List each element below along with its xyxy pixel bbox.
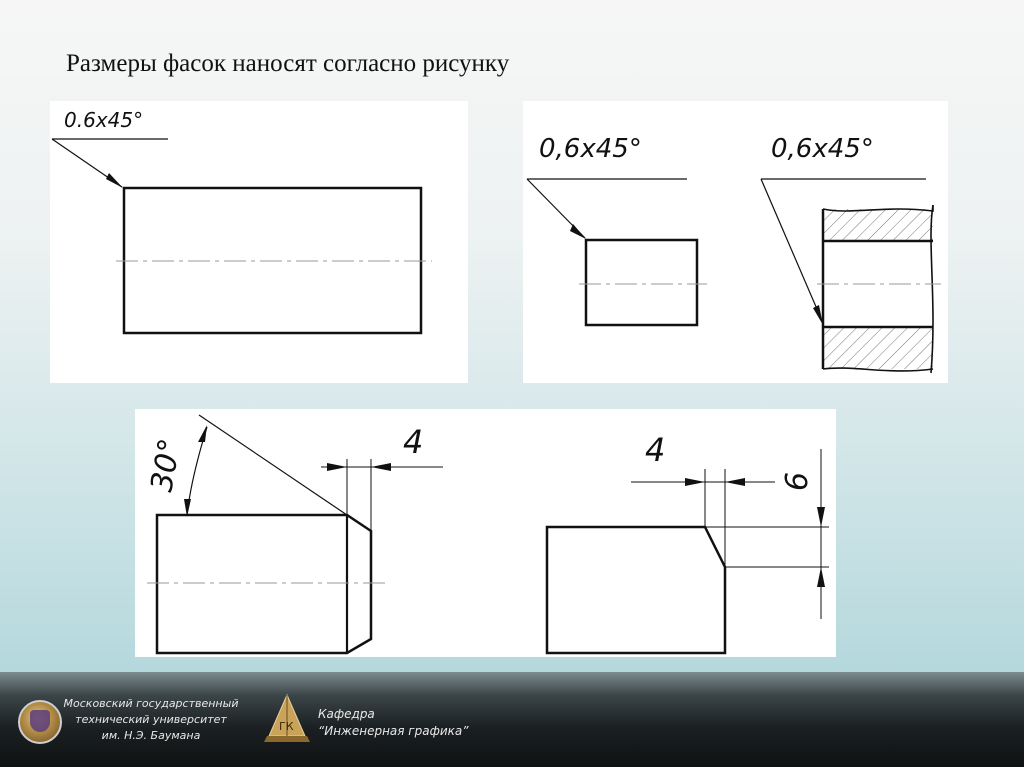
angle-label: 30° xyxy=(144,435,189,495)
chamfer-label: 0.6x45° xyxy=(64,108,144,132)
department-logo-icon xyxy=(264,692,310,744)
footer-bar xyxy=(0,672,1024,767)
dimension-6: 6 xyxy=(780,471,815,491)
department-name: Кафедра “Инженерная графика” xyxy=(318,707,469,738)
drawing-panel-3 xyxy=(135,409,836,657)
chamfer-label-bore: 0,6x45° xyxy=(771,134,874,164)
university-emblem-icon xyxy=(18,700,62,744)
dimension-4-left: 4 xyxy=(403,423,424,461)
svg-text:ГК: ГК xyxy=(279,720,294,733)
slide-title: Размеры фасок наносят согласно рисунку xyxy=(66,50,510,77)
drawing-panel-2 xyxy=(523,101,948,383)
chamfer-label-shaft: 0,6x45° xyxy=(539,134,642,164)
dimension-4-right: 4 xyxy=(645,431,666,469)
university-name: Московский государственный технический университет им. Н.Э. Баумана xyxy=(63,697,239,742)
drawing-panel-1 xyxy=(50,101,468,383)
